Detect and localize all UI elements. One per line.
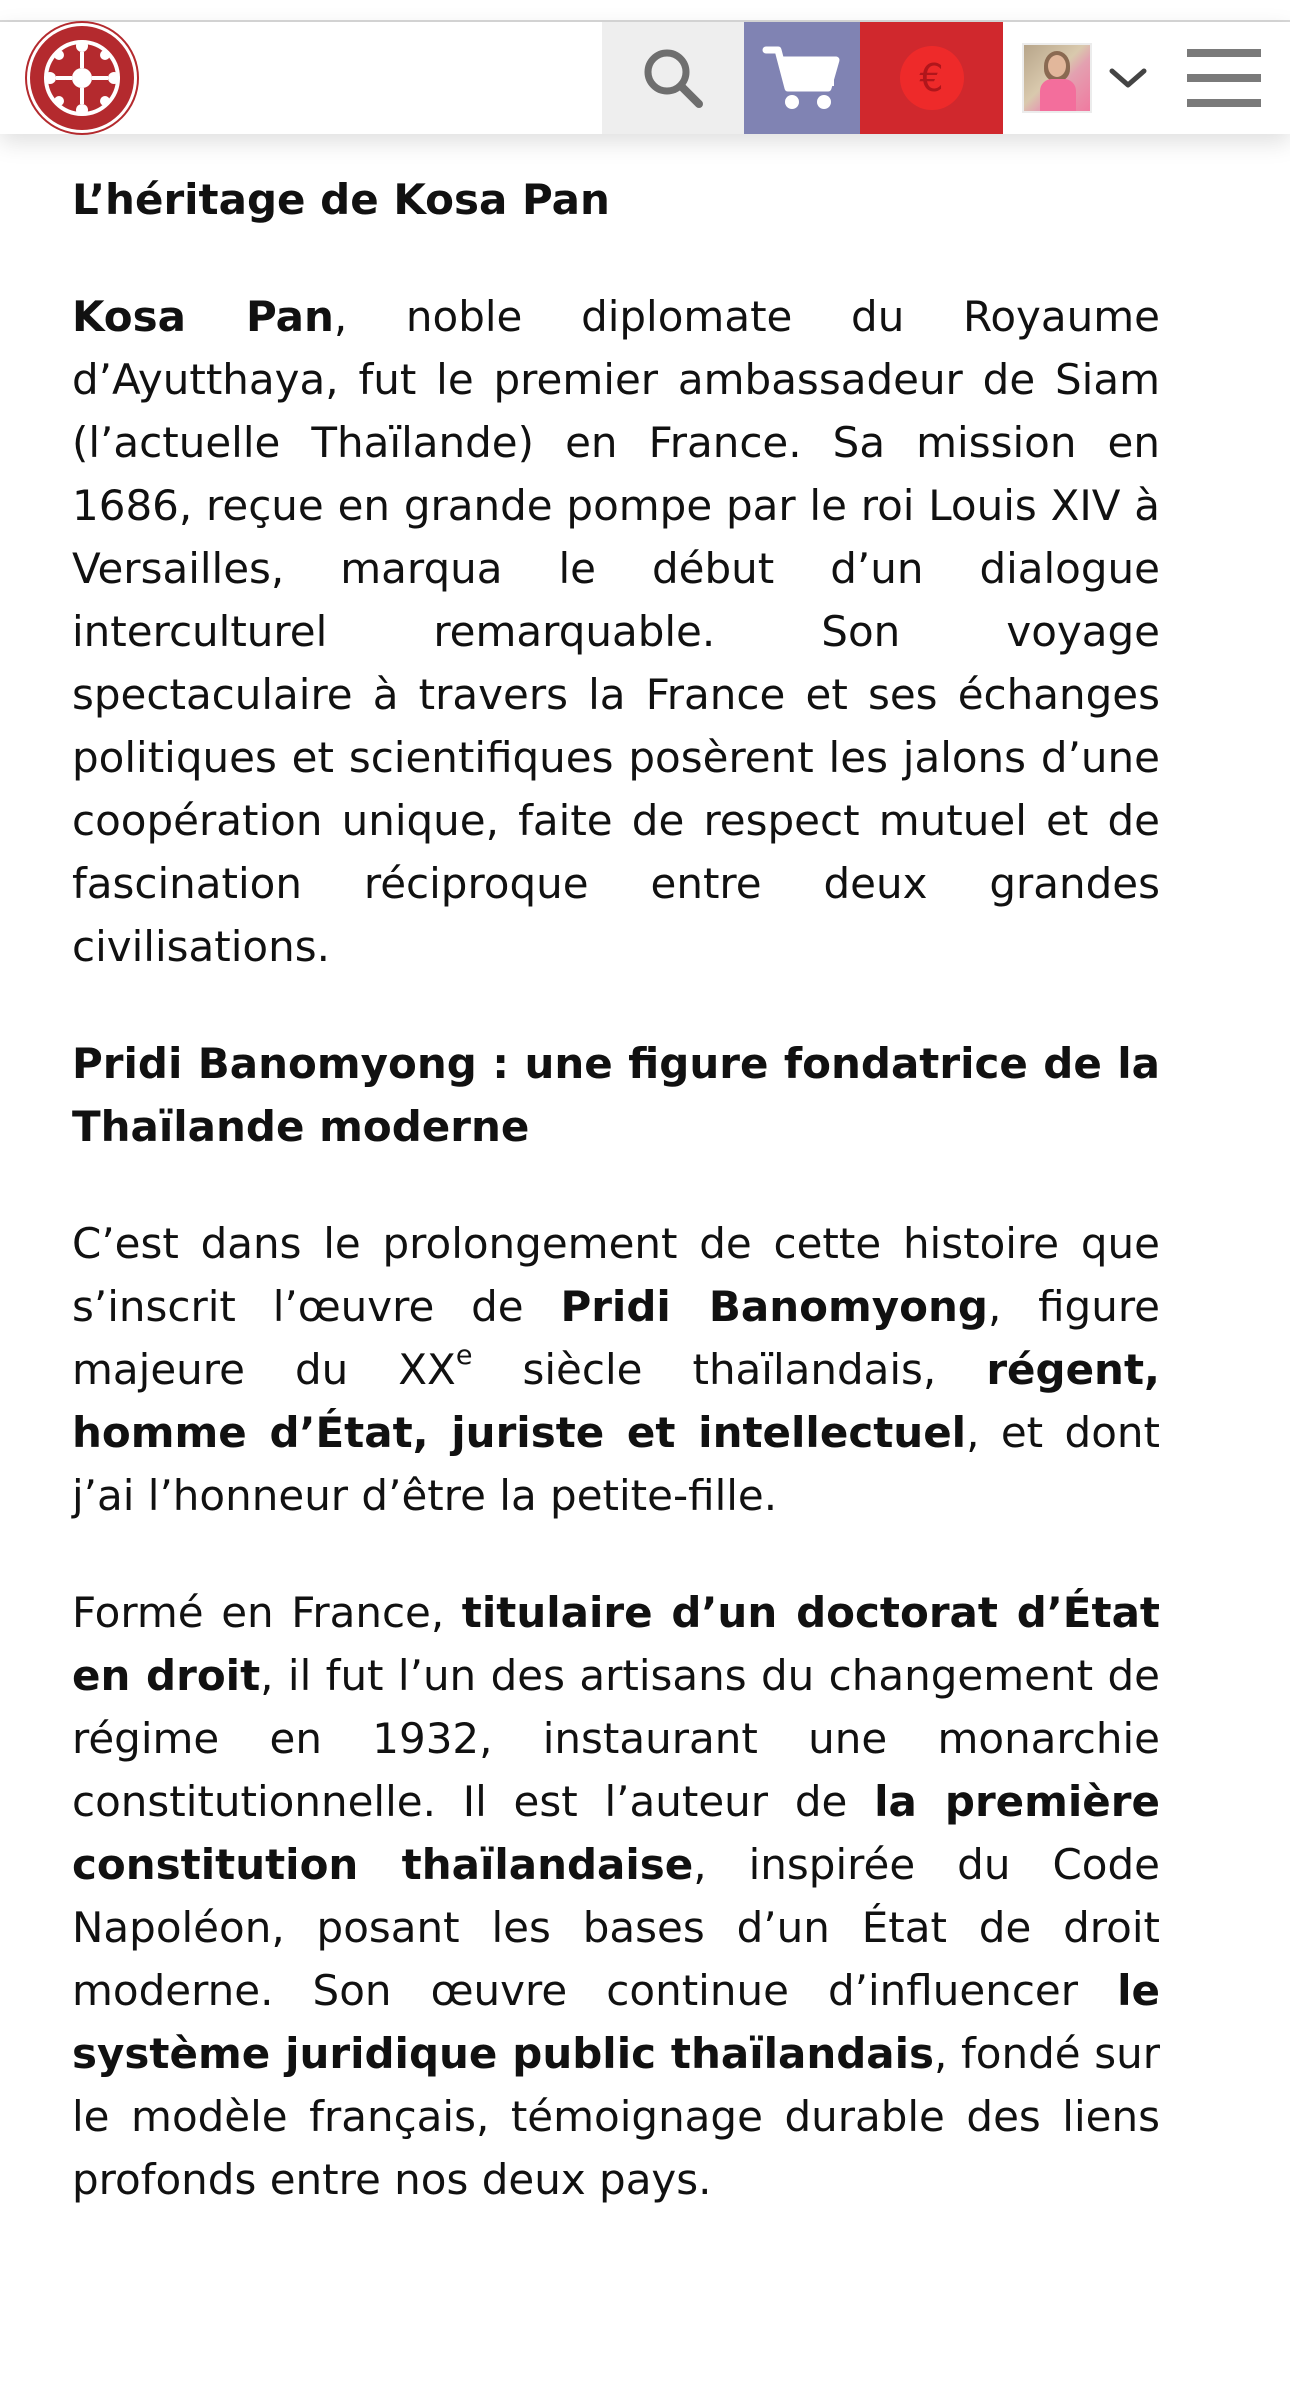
paragraph-text: , figure majeure du XX bbox=[72, 1282, 1161, 1394]
site-logo[interactable] bbox=[30, 26, 134, 130]
paragraph-kosa-pan bbox=[72, 285, 1160, 978]
paragraph-text: Formé en France, bbox=[72, 1588, 462, 1637]
currency-button[interactable] bbox=[860, 22, 1003, 134]
paragraph-text: , et dont j’ai l’honneur d’être la petite-fille. bbox=[72, 1408, 1160, 1520]
paragraph-text: , il fut l’un des artisans du changement de régime en 1932, instaurant une monarchie constitutionnelle. Il est l’auteur de bbox=[72, 1651, 1160, 1826]
site-header bbox=[0, 22, 1290, 134]
paragraph-text: C’est dans le prolongement de cette histoire que s’inscrit l’œuvre de bbox=[72, 1219, 1160, 1331]
article-content bbox=[72, 168, 1160, 2211]
chevron-down-icon bbox=[1106, 63, 1150, 93]
paragraph-text: , fondé sur le modèle français, témoignage durable des liens profonds entre nos deux pays. bbox=[72, 2029, 1160, 2204]
search-icon bbox=[639, 44, 707, 112]
cart-button[interactable] bbox=[744, 22, 860, 134]
bold-text: Kosa Pan bbox=[72, 292, 334, 341]
search-button[interactable] bbox=[602, 22, 744, 134]
bold-text: la première constitution thaïlandaise bbox=[72, 1777, 1160, 1889]
section-heading-kosa-pan: L’héritage de Kosa Pan bbox=[72, 175, 610, 224]
section-heading-pridi-banomyong: Pridi Banomyong : une figure fondatrice de la Thaïlande moderne bbox=[72, 1039, 1160, 1151]
account-button[interactable] bbox=[1003, 22, 1158, 134]
hamburger-menu-icon bbox=[1185, 45, 1263, 111]
superscript-text: e bbox=[455, 1339, 473, 1371]
paragraph-text: siècle thaïlandais, bbox=[472, 1345, 987, 1394]
paragraph-text: , inspirée du Code Napoléon, posant les bases d’un État de droit moderne. Son œuvre continue d’influencer bbox=[72, 1840, 1160, 2015]
euro-icon: € bbox=[900, 46, 964, 110]
menu-button[interactable] bbox=[1158, 22, 1290, 134]
logo-emblem-icon bbox=[30, 26, 134, 130]
avatar bbox=[1022, 43, 1092, 113]
status-bar bbox=[0, 0, 1290, 22]
paragraph-pridi-intro bbox=[72, 1212, 1160, 1527]
bold-text: régent, homme d’État, juriste et intellectuel bbox=[72, 1345, 1160, 1457]
bold-text: Pridi Banomyong bbox=[560, 1282, 988, 1331]
bold-text: le système juridique public thaïlandais bbox=[72, 1966, 1160, 2078]
bold-text: titulaire d’un doctorat d’État en droit bbox=[72, 1588, 1160, 1700]
paragraph-text: , noble diplomate du Royaume d’Ayutthaya, fut le premier ambassadeur de Siam (l’actuelle Thaïlande) en France. Sa mission en 1686, reçue en grande pompe par le roi Louis XIV à Versailles, marqua le début d’un dialogue interculturel remarquable. Son voyage spectaculaire à travers la France et ses échanges politiques et scientifiques posèrent les jalons d’une coopération unique, faite de respect mutuel et de fascination réciproque entre deux grandes civilisations. bbox=[72, 292, 1160, 971]
cart-icon bbox=[762, 42, 842, 114]
paragraph-pridi-career bbox=[72, 1581, 1160, 2211]
